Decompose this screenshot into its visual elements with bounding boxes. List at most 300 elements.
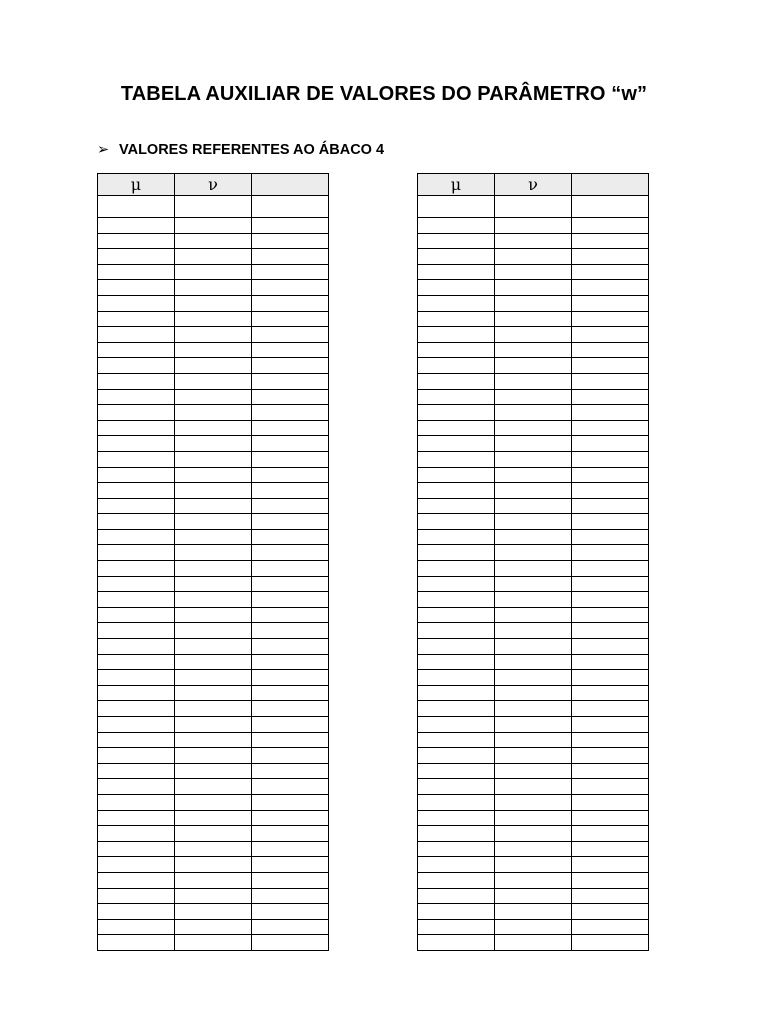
table-row (98, 561, 329, 577)
table-cell (495, 857, 572, 873)
table-cell (252, 872, 329, 888)
table-cell (495, 561, 572, 577)
table-cell (418, 249, 495, 265)
table-cell (418, 280, 495, 296)
table-cell (495, 623, 572, 639)
table-cell (495, 670, 572, 686)
table-cell (418, 763, 495, 779)
table-cell (418, 576, 495, 592)
table-cell (175, 514, 252, 530)
table-cell (495, 685, 572, 701)
table-cell (495, 389, 572, 405)
table-row (418, 826, 649, 842)
table-cell (572, 779, 649, 795)
table-row (98, 467, 329, 483)
table-cell (252, 748, 329, 764)
table-cell (98, 311, 175, 327)
table-cell (495, 607, 572, 623)
table-cell (98, 888, 175, 904)
table-cell (175, 748, 252, 764)
table-cell (98, 872, 175, 888)
table-row (418, 685, 649, 701)
table-cell (98, 810, 175, 826)
table-cell (572, 935, 649, 951)
table-cell (418, 218, 495, 234)
table-cell (495, 639, 572, 655)
table-cell (252, 373, 329, 389)
column-header-nu: ν (175, 174, 252, 196)
table-cell (495, 717, 572, 733)
table-row (418, 717, 649, 733)
table-cell (418, 405, 495, 421)
table-cell (252, 545, 329, 561)
page-title: TABELA AUXILIAR DE VALORES DO PARÂMETRO “w” (120, 83, 648, 105)
table-cell (98, 529, 175, 545)
table-row (418, 592, 649, 608)
table-row (98, 311, 329, 327)
table-row (418, 919, 649, 935)
table-cell (572, 514, 649, 530)
table-cell (572, 763, 649, 779)
table-cell (418, 311, 495, 327)
table-cell (495, 654, 572, 670)
table-row (418, 483, 649, 499)
table-cell (418, 717, 495, 733)
table-cell (98, 545, 175, 561)
table-cell (495, 872, 572, 888)
table-cell (495, 529, 572, 545)
table-cell (495, 483, 572, 499)
table-cell (418, 420, 495, 436)
table-cell (175, 919, 252, 935)
table-cell (175, 483, 252, 499)
table-cell (495, 935, 572, 951)
table-row (418, 794, 649, 810)
table-cell (495, 841, 572, 857)
table-cell (418, 810, 495, 826)
table-cell (98, 373, 175, 389)
table-row (98, 529, 329, 545)
table-cell (572, 748, 649, 764)
table-cell (98, 701, 175, 717)
table-cell (252, 919, 329, 935)
table-cell (418, 451, 495, 467)
table-cell (495, 358, 572, 374)
table-cell (98, 763, 175, 779)
table-cell (98, 670, 175, 686)
table-cell (175, 451, 252, 467)
table-row (418, 623, 649, 639)
table-cell (175, 857, 252, 873)
table-row (98, 794, 329, 810)
table-row (98, 748, 329, 764)
table-row (418, 779, 649, 795)
table-cell (418, 685, 495, 701)
table-row (98, 701, 329, 717)
table-row (418, 295, 649, 311)
table-cell (175, 467, 252, 483)
table-cell (252, 483, 329, 499)
table-row (418, 327, 649, 343)
table-row (98, 857, 329, 873)
table-cell (175, 639, 252, 655)
table-cell (495, 467, 572, 483)
table-cell (418, 857, 495, 873)
table-cell (175, 935, 252, 951)
table-row (418, 218, 649, 234)
table-cell (175, 779, 252, 795)
table-cell (418, 545, 495, 561)
table-row (418, 607, 649, 623)
table-cell (495, 249, 572, 265)
table-cell (252, 405, 329, 421)
table-cell (418, 327, 495, 343)
table-cell (418, 358, 495, 374)
table-cell (252, 451, 329, 467)
table-cell (495, 514, 572, 530)
table-cell (572, 639, 649, 655)
table-cell (495, 196, 572, 218)
table-row (418, 888, 649, 904)
table-row (98, 264, 329, 280)
table-cell (98, 218, 175, 234)
table-cell (572, 529, 649, 545)
table-cell (98, 467, 175, 483)
table-row (98, 623, 329, 639)
table-cell (252, 358, 329, 374)
table-cell (252, 342, 329, 358)
table-row (98, 841, 329, 857)
table-cell (418, 233, 495, 249)
table-cell (495, 264, 572, 280)
table-row (98, 810, 329, 826)
table-row (418, 561, 649, 577)
table-cell (572, 280, 649, 296)
table-cell (572, 623, 649, 639)
table-row (418, 639, 649, 655)
table-cell (572, 196, 649, 218)
table-cell (252, 857, 329, 873)
table-cell (175, 732, 252, 748)
table-row (98, 196, 329, 218)
table-cell (252, 295, 329, 311)
table-cell (418, 623, 495, 639)
values-grid-right (417, 173, 649, 951)
table-cell (418, 654, 495, 670)
table-cell (572, 888, 649, 904)
table-cell (175, 389, 252, 405)
table-cell (175, 373, 252, 389)
table-cell (175, 498, 252, 514)
table-cell (252, 420, 329, 436)
table-row (98, 919, 329, 935)
table-cell (572, 826, 649, 842)
table-row (98, 373, 329, 389)
table-cell (572, 342, 649, 358)
table-cell (572, 654, 649, 670)
table-row (98, 717, 329, 733)
section-heading-text: VALORES REFERENTES AO ÁBACO 4 (119, 142, 385, 158)
table-cell (252, 389, 329, 405)
table-cell (98, 264, 175, 280)
table-cell (252, 311, 329, 327)
table-cell (98, 498, 175, 514)
table-cell (98, 358, 175, 374)
table-cell (418, 389, 495, 405)
table-row (418, 576, 649, 592)
table-cell (175, 670, 252, 686)
table-cell (175, 249, 252, 265)
table-cell (495, 280, 572, 296)
table-row (98, 670, 329, 686)
table-row (418, 342, 649, 358)
table-cell (98, 280, 175, 296)
table-cell (98, 295, 175, 311)
table-cell (495, 545, 572, 561)
table-cell (572, 904, 649, 920)
table-cell (418, 295, 495, 311)
table-cell (98, 717, 175, 733)
table-row (98, 607, 329, 623)
table-cell (98, 654, 175, 670)
column-header-mu: μ (418, 174, 495, 196)
table-cell (572, 483, 649, 499)
table-cell (418, 196, 495, 218)
table-cell (572, 218, 649, 234)
table-cell (98, 935, 175, 951)
table-row (418, 654, 649, 670)
table-row (418, 545, 649, 561)
table-cell (98, 576, 175, 592)
table-row (98, 779, 329, 795)
table-cell (175, 561, 252, 577)
table-cell (98, 592, 175, 608)
table-row (418, 670, 649, 686)
table-cell (418, 904, 495, 920)
table-cell (418, 841, 495, 857)
table-cell (252, 436, 329, 452)
table-cell (418, 826, 495, 842)
table-cell (175, 654, 252, 670)
table-cell (175, 420, 252, 436)
table-cell (98, 327, 175, 343)
table-cell (418, 529, 495, 545)
table-cell (495, 405, 572, 421)
table-cell (252, 514, 329, 530)
table-cell (418, 670, 495, 686)
table-cell (252, 779, 329, 795)
table-cell (175, 233, 252, 249)
table-cell (572, 670, 649, 686)
table-cell (418, 342, 495, 358)
table-cell (98, 389, 175, 405)
table-cell (572, 841, 649, 857)
table-cell (175, 623, 252, 639)
table-row (98, 498, 329, 514)
table-row (98, 249, 329, 265)
column-header-nu: ν (495, 174, 572, 196)
table-row (418, 264, 649, 280)
table-cell (252, 888, 329, 904)
table-cell (572, 327, 649, 343)
table-cell (495, 295, 572, 311)
table-cell (175, 794, 252, 810)
table-cell (252, 218, 329, 234)
table-cell (252, 196, 329, 218)
table-row (418, 498, 649, 514)
table-row (418, 405, 649, 421)
table-cell (252, 233, 329, 249)
table-cell (418, 592, 495, 608)
table-row (418, 748, 649, 764)
table-cell (572, 233, 649, 249)
table-cell (98, 607, 175, 623)
table-row (418, 935, 649, 951)
table-cell (572, 576, 649, 592)
table-cell (175, 763, 252, 779)
table-cell (98, 483, 175, 499)
table-cell (98, 732, 175, 748)
header-row (418, 174, 649, 196)
table-cell (175, 327, 252, 343)
table-cell (98, 451, 175, 467)
table-cell (495, 826, 572, 842)
table-cell (98, 794, 175, 810)
table-row (418, 763, 649, 779)
table-cell (418, 935, 495, 951)
table-cell (572, 358, 649, 374)
table-cell (252, 264, 329, 280)
table-cell (252, 327, 329, 343)
table-cell (175, 196, 252, 218)
table-row (98, 935, 329, 951)
table-cell (175, 545, 252, 561)
table-row (98, 545, 329, 561)
table-cell (418, 732, 495, 748)
table-row (98, 233, 329, 249)
table-cell (572, 592, 649, 608)
table-row (418, 904, 649, 920)
table-cell (572, 451, 649, 467)
table-cell (418, 888, 495, 904)
table-cell (98, 405, 175, 421)
table-cell (572, 498, 649, 514)
table-cell (175, 342, 252, 358)
arrow-bullet-icon: ➢ (97, 142, 110, 158)
table-row (98, 576, 329, 592)
table-cell (572, 436, 649, 452)
table-row (98, 327, 329, 343)
table-cell (418, 264, 495, 280)
table-cell (572, 919, 649, 935)
table-cell (98, 919, 175, 935)
table-cell (252, 654, 329, 670)
table-cell (252, 794, 329, 810)
table-cell (98, 685, 175, 701)
table-row (418, 280, 649, 296)
table-cell (418, 748, 495, 764)
table-cell (495, 779, 572, 795)
table-cell (252, 841, 329, 857)
table-cell (418, 561, 495, 577)
table-cell (495, 420, 572, 436)
table-cell (175, 311, 252, 327)
table-cell (175, 904, 252, 920)
table-cell (572, 701, 649, 717)
table-row (98, 483, 329, 499)
table-cell (495, 327, 572, 343)
table-cell (495, 592, 572, 608)
table-cell (572, 467, 649, 483)
table-cell (572, 607, 649, 623)
table-body-left (98, 196, 329, 951)
table-cell (495, 436, 572, 452)
table-row (418, 311, 649, 327)
table-row (98, 405, 329, 421)
table-cell (175, 280, 252, 296)
table-cell (572, 264, 649, 280)
table-cell (418, 779, 495, 795)
header-row (98, 174, 329, 196)
table-row (98, 295, 329, 311)
table-row (98, 420, 329, 436)
table-cell (252, 717, 329, 733)
table-cell (572, 810, 649, 826)
table-cell (98, 342, 175, 358)
table-cell (175, 592, 252, 608)
table-row (98, 218, 329, 234)
table-row (98, 451, 329, 467)
table-row (418, 451, 649, 467)
table-cell (98, 561, 175, 577)
table-cell (98, 857, 175, 873)
table-row (98, 592, 329, 608)
table-cell (252, 810, 329, 826)
table-cell (495, 451, 572, 467)
table-cell (418, 919, 495, 935)
table-cell (175, 358, 252, 374)
table-cell (252, 670, 329, 686)
table-cell (572, 295, 649, 311)
table-cell (252, 763, 329, 779)
table-row (418, 529, 649, 545)
table-row (418, 196, 649, 218)
table-cell (98, 623, 175, 639)
table-cell (175, 436, 252, 452)
table-cell (418, 701, 495, 717)
table-cell (98, 826, 175, 842)
table-row (418, 249, 649, 265)
table-row (98, 639, 329, 655)
table-cell (495, 919, 572, 935)
table-cell (572, 794, 649, 810)
table-cell (252, 732, 329, 748)
table-cell (572, 389, 649, 405)
table-body-right (418, 196, 649, 951)
table-row (418, 373, 649, 389)
table-row (418, 701, 649, 717)
table-cell (572, 717, 649, 733)
table-cell (495, 218, 572, 234)
table-row (418, 420, 649, 436)
table-row (418, 358, 649, 374)
table-cell (252, 592, 329, 608)
table-cell (252, 685, 329, 701)
table-cell (98, 841, 175, 857)
table-cell (418, 467, 495, 483)
table-cell (98, 196, 175, 218)
table-cell (175, 717, 252, 733)
